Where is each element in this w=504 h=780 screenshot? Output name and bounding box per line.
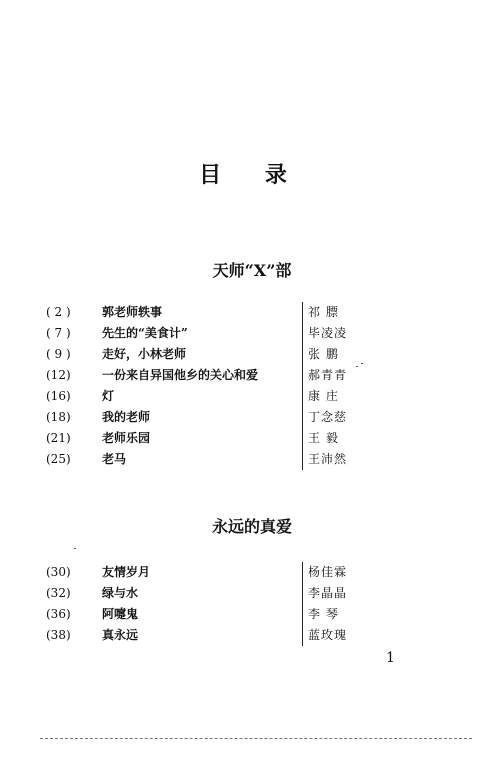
entry-author: 蓝玫瑰 bbox=[308, 628, 348, 642]
entry-page: (30) bbox=[46, 565, 71, 579]
entry-author: 杨佳霖 bbox=[308, 565, 348, 579]
toc-entry[interactable] bbox=[46, 625, 376, 646]
entry-author: 王沛然 bbox=[308, 452, 348, 466]
entry-author: 毕凌凌 bbox=[308, 326, 348, 340]
entry-page: ( 2 ) bbox=[46, 305, 71, 319]
toc-section-1 bbox=[46, 302, 376, 470]
bottom-rule bbox=[40, 738, 472, 739]
entry-title: 阿嚏鬼 bbox=[102, 607, 139, 621]
entry-title: 真永远 bbox=[102, 628, 139, 642]
toc-entry[interactable] bbox=[46, 323, 376, 344]
entry-page: (36) bbox=[46, 607, 71, 621]
entry-page: (18) bbox=[46, 410, 71, 424]
toc-entry[interactable] bbox=[46, 365, 376, 386]
toc-entry[interactable] bbox=[46, 562, 376, 583]
toc-entry[interactable] bbox=[46, 604, 376, 625]
entry-author: 张 鹏 bbox=[308, 347, 339, 361]
entry-page: (38) bbox=[46, 628, 71, 642]
section-heading: 永远的真爱 bbox=[211, 517, 292, 536]
entry-title: 先生的“美食计” bbox=[102, 326, 188, 340]
entry-page: (32) bbox=[46, 586, 71, 600]
entry-page: ( 9 ) bbox=[46, 347, 71, 361]
entry-author: 李 琴 bbox=[308, 607, 339, 621]
entry-title: 我的老师 bbox=[102, 410, 151, 424]
entry-author: 李晶晶 bbox=[308, 586, 348, 600]
entry-author: 王 毅 bbox=[308, 431, 339, 445]
page-title: 目 录 bbox=[199, 162, 305, 188]
toc-entry[interactable] bbox=[46, 344, 376, 365]
entry-author: 康 庄 bbox=[308, 389, 339, 403]
entry-title: 郭老师轶事 bbox=[102, 305, 163, 319]
toc-section-2 bbox=[46, 562, 376, 646]
scan-speck bbox=[356, 366, 358, 367]
entry-page: (25) bbox=[46, 452, 71, 466]
scan-speck bbox=[74, 548, 76, 549]
toc-entry[interactable] bbox=[46, 386, 376, 407]
entry-title: 绿与水 bbox=[102, 586, 139, 600]
scan-speck bbox=[361, 363, 363, 364]
entry-title: 老马 bbox=[102, 452, 127, 466]
section-heading: 天师“X”部 bbox=[212, 261, 292, 280]
toc-entry[interactable] bbox=[46, 428, 376, 449]
entry-page: (21) bbox=[46, 431, 71, 445]
toc-entry[interactable] bbox=[46, 449, 376, 470]
entry-page: (16) bbox=[46, 389, 71, 403]
page-number: 1 bbox=[386, 650, 395, 666]
entry-page: (12) bbox=[46, 368, 71, 382]
toc-entry[interactable] bbox=[46, 583, 376, 604]
entry-author: 祁 膘 bbox=[308, 305, 339, 319]
entry-title: 走好，小林老师 bbox=[102, 347, 187, 361]
entry-title: 友情岁月 bbox=[102, 565, 151, 579]
entry-title: 一份来自异国他乡的关心和爱 bbox=[102, 368, 259, 382]
toc-entry[interactable] bbox=[46, 407, 376, 428]
entry-author: 丁念慈 bbox=[308, 410, 348, 424]
toc-entry[interactable] bbox=[46, 302, 376, 323]
entry-author: 郝青青 bbox=[308, 368, 348, 382]
entry-title: 老师乐园 bbox=[102, 431, 151, 445]
entry-page: ( 7 ) bbox=[46, 326, 71, 340]
entry-title: 灯 bbox=[102, 389, 115, 403]
